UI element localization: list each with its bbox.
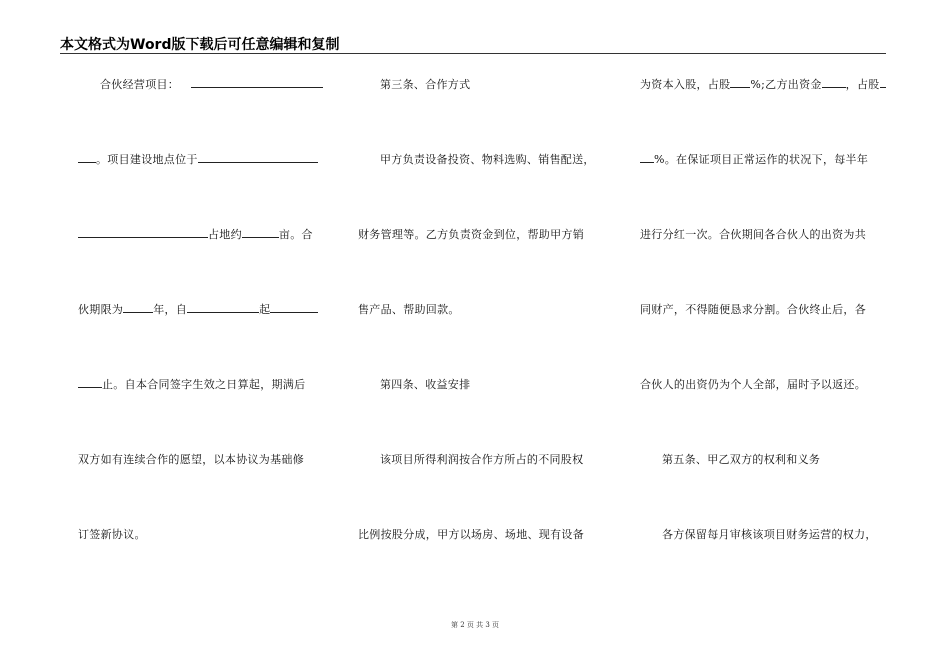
text-line: 各方保留每月审核该项目财务运营的权力， <box>662 528 877 541</box>
text-run: %;乙方出资金 <box>750 78 822 91</box>
text-run: 合伙经营项目： <box>100 78 180 91</box>
blank-underline <box>78 375 102 388</box>
text-run: 占地约 <box>208 228 242 241</box>
text-run: 起 <box>259 303 271 316</box>
blank-underline <box>123 300 153 313</box>
blank-underline <box>270 300 318 313</box>
text-line: 同财产，不得随便恳求分割。合伙终止后，各 <box>640 303 866 316</box>
text-line: 售产品、帮助回款。 <box>358 303 460 316</box>
document-header: 本文格式为Word版下载后可任意编辑和复制 <box>60 37 340 53</box>
text-line <box>78 225 324 300</box>
text-line <box>640 150 886 225</box>
text-run: 止。自本合同签字生效之日算起，期满后 <box>102 378 306 391</box>
blank-underline <box>187 300 259 313</box>
text-line: 进行分红一次。合伙期间各合伙人的出资为共 <box>640 228 866 241</box>
text-line <box>78 75 324 150</box>
blank-underline <box>242 225 279 238</box>
text-run: 伙期限为 <box>78 303 124 316</box>
text-column-2 <box>358 75 604 600</box>
blank-underline <box>640 150 654 163</box>
text-run: 年，自 <box>153 303 188 316</box>
blank-underline <box>191 75 323 88</box>
text-line <box>78 375 324 450</box>
text-run: ，占股 <box>845 78 880 91</box>
blank-underline <box>78 225 208 238</box>
section-heading: 第四条、收益安排 <box>380 378 471 391</box>
blank-underline <box>880 75 886 88</box>
page-number: 第 2 页 共 3 页 <box>450 621 500 629</box>
text-run: %。在保证项目正常运作的状况下，每半年 <box>654 153 869 166</box>
text-run: 为资本入股，占股 <box>640 78 731 91</box>
text-column-1 <box>78 75 324 600</box>
section-heading: 第三条、合作方式 <box>380 78 471 91</box>
text-run: 。项目建设地点位于 <box>96 153 198 166</box>
text-line <box>78 150 324 225</box>
text-line: 合伙人的出资仍为个人全部，届时予以返还。 <box>640 378 866 391</box>
text-line: 订签新协议。 <box>78 528 146 541</box>
text-line <box>640 75 886 150</box>
text-line <box>78 300 324 375</box>
text-line: 甲方负责设备投资、物料选购、销售配送， <box>380 153 595 166</box>
text-line: 双方如有连续合作的愿望，以本协议为基础修 <box>78 453 304 466</box>
blank-underline <box>730 75 750 88</box>
text-line: 比例按股分成，甲方以场房、场地、现有设备 <box>358 528 584 541</box>
text-column-3 <box>640 75 886 600</box>
blank-underline <box>198 150 318 163</box>
header-divider <box>60 53 886 54</box>
blank-underline <box>78 150 96 163</box>
text-run: 亩。合 <box>278 228 313 241</box>
text-line: 财务管理等。乙方负责资金到位，帮助甲方销 <box>358 228 584 241</box>
section-heading: 第五条、甲乙双方的权利和义务 <box>662 453 821 466</box>
blank-underline <box>822 75 846 88</box>
text-line: 该项目所得利润按合作方所占的不同股权 <box>380 453 584 466</box>
